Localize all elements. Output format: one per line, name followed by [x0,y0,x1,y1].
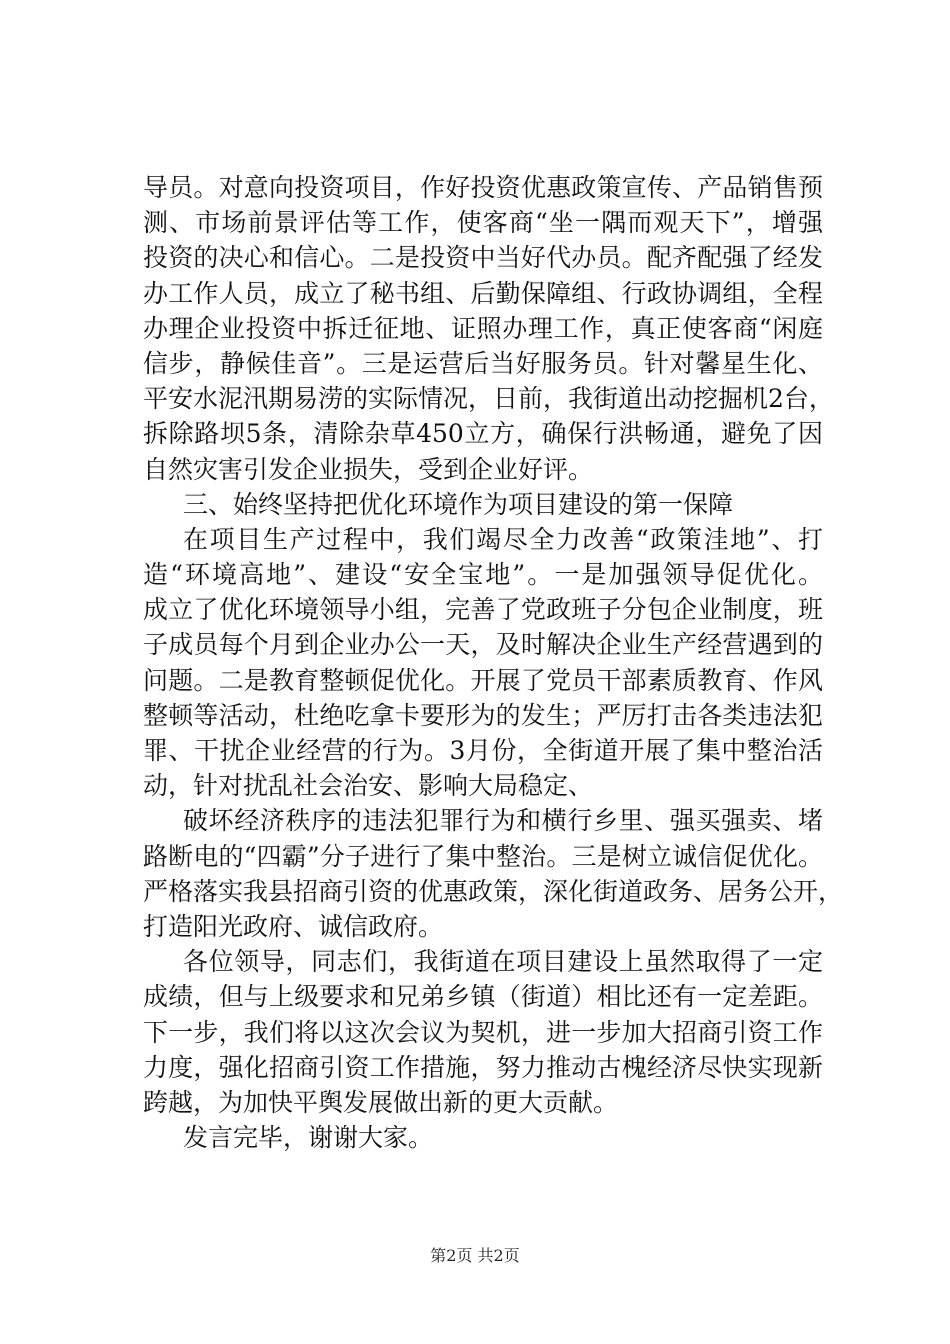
text-line: 下一步，我们将以这次会议为契机，进一步加大招商引资工作 [143,1017,823,1047]
text-line: 信步，静候佳音”。三是运营后当好服务员。针对馨星生化、 [143,348,823,378]
text-line: 造“环境高地”、建设“安全宝地”。一是加强领导促优化。 [143,560,823,590]
text-line: 打造阳光政府、诚信政府。 [143,911,444,941]
text-line: 三、始终坚持把优化环境作为项目建设的第一保障 [183,489,734,519]
text-line: 测、市场前景评估等工作，使客商“坐一隅而观天下”，增强 [143,208,823,238]
text-line: 成立了优化环境领导小组，完善了党政班子分包企业制度，班 [143,595,823,625]
text-line: 办理企业投资中拆迁征地、证照办理工作，真正使客商“闲庭 [143,313,823,343]
text-line: 问题。二是教育整顿促优化。开展了党员干部素质教育、作风 [143,665,823,695]
document-body [143,170,844,1155]
text-line: 严格落实我县招商引资的优惠政策，深化街道政务、居务公开， [143,876,844,906]
text-line: 发言完毕，谢谢大家。 [183,1123,434,1153]
text-line: 子成员每个月到企业办公一天，及时解决企业生产经营遇到的 [143,630,823,660]
text-line: 在项目生产过程中，我们竭尽全力改善“政策洼地”、打 [183,524,823,554]
text-line: 整顿等活动，杜绝吃拿卡要形为的发生；严厉打击各类违法犯 [143,700,823,730]
text-line: 办工作人员，成立了秘书组、后勤保障组、行政协调组，全程 [143,278,823,308]
text-line: 动，针对扰乱社会治安、影响大局稳定、 [143,771,594,801]
text-line: 力度，强化招商引资工作措施，努力推动古槐经济尽快实现新 [143,1052,823,1082]
text-line: 破坏经济秩序的违法犯罪行为和横行乡里、强买强卖、堵 [183,806,823,836]
text-line: 成绩，但与上级要求和兄弟乡镇（街道）相比还有一定差距。 [143,982,823,1012]
text-line: 罪、干扰企业经营的行为。3月份，全街道开展了集中整治活 [143,736,823,765]
text-line: 平安水泥汛期易涝的实际情况，日前，我街道出动挖掘机2台， [143,384,834,414]
text-line: 跨越，为加快平舆发展做出新的更大贡献。 [143,1087,619,1117]
text-line: 自然灾害引发企业损失，受到企业好评。 [143,454,594,484]
text-line: 各位领导，同志们，我街道在项目建设上虽然取得了一定 [183,947,823,977]
text-line: 导员。对意向投资项目，作好投资优惠政策宣传、产品销售预 [143,173,823,202]
page-footer: 第2页 共2页 [430,1246,520,1265]
text-line: 投资的决心和信心。二是投资中当好代办员。配齐配强了经发 [143,243,823,273]
text-line: 拆除路坝5条，清除杂草450立方，确保行洪畅通，避免了因 [143,419,823,449]
text-line: 路断电的“四霸”分子进行了集中整治。三是树立诚信促优化。 [143,841,823,871]
